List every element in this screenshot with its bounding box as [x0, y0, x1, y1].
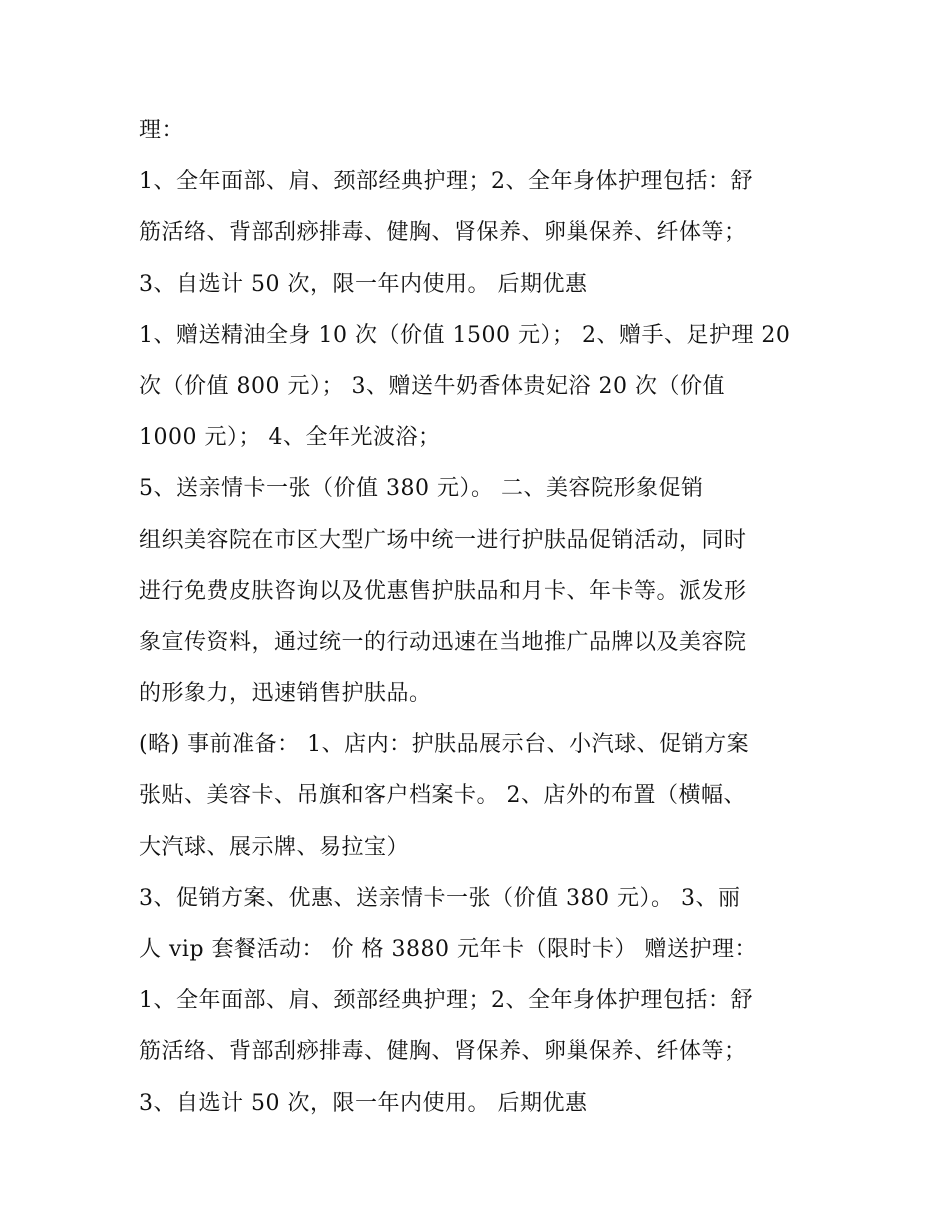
text-line: 1、赠送精油全身 10 次（价值 1500 元）； 2、赠手、足护理 20 [139, 322, 791, 348]
text-line: 3、自选计 50 次，限一年内使用。 后期优惠 [139, 1090, 588, 1116]
text-line: 1、全年面部、肩、颈部经典护理；2、全年身体护理包括：舒 [139, 988, 753, 1014]
text-line: 次（价值 800 元）； 3、赠送牛奶香体贵妃浴 20 次（价值 [139, 373, 725, 399]
body-text [139, 112, 819, 1136]
text-line: 3、自选计 50 次，限一年内使用。 后期优惠 [139, 271, 588, 297]
text-line: (略) 事前准备： 1、店内：护肤品展示台、小汽球、促销方案 [139, 732, 750, 758]
text-line: 组织美容院在市区大型广场中统一进行护肤品促销活动，同时 [139, 527, 747, 553]
text-line: 人 vip 套餐活动： 价 格 3880 元年卡（限时卡） 赠送护理： [139, 937, 757, 962]
text-line: 的形象力，迅速销售护肤品。 [139, 681, 432, 707]
text-line: 1000 元）； 4、全年光波浴； [139, 425, 441, 451]
text-line: 5、送亲情卡一张（价值 380 元）。 二、美容院形象促销 [139, 476, 704, 502]
text-line: 大汽球、展示牌、易拉宝） [139, 834, 410, 860]
text-line: 3、促销方案、优惠、送亲情卡一张（价值 380 元）。 3、丽 [139, 885, 741, 911]
text-line: 1、全年面部、肩、颈部经典护理；2、全年身体护理包括：舒 [139, 169, 753, 195]
text-line: 筋活络、背部刮痧排毒、健胸、肾保养、卵巢保养、纤体等； [139, 1039, 747, 1065]
text-line: 象宣传资料，通过统一的行动迅速在当地推广品牌以及美容院 [139, 629, 747, 655]
text-line: 理： [139, 118, 185, 143]
text-line: 筋活络、背部刮痧排毒、健胸、肾保养、卵巢保养、纤体等； [139, 220, 747, 246]
text-line: 进行免费皮肤咨询以及优惠售护肤品和月卡、年卡等。派发形 [139, 578, 747, 604]
text-line: 张贴、美容卡、吊旗和客户档案卡。 2、店外的布置（横幅、 [139, 783, 746, 809]
